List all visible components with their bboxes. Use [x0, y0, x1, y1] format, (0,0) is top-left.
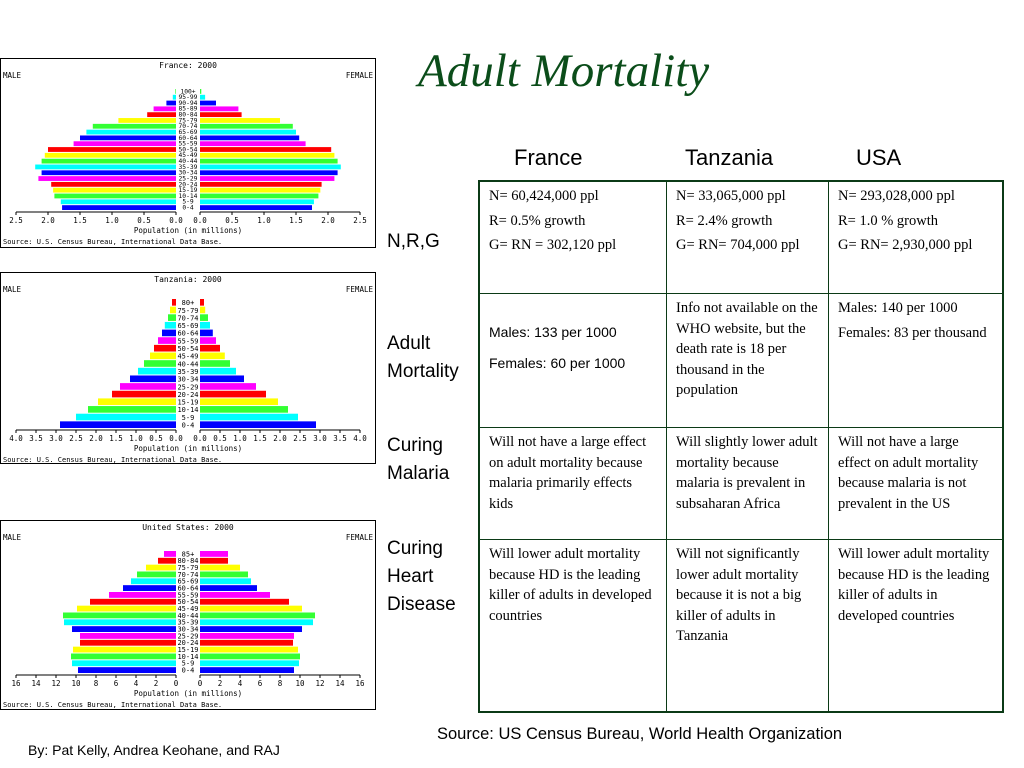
male-bar: [146, 565, 176, 571]
female-bar: [200, 314, 208, 321]
male-bar: [175, 89, 176, 94]
age-label: 95-99: [178, 94, 198, 102]
male-bar: [164, 551, 176, 557]
cell-line: Males: 140 per 1000: [838, 300, 958, 316]
female-bar: [200, 592, 270, 598]
age-label: 15-19: [177, 398, 199, 407]
female-bar: [200, 101, 216, 106]
tick-label: 10: [71, 679, 81, 688]
male-bar: [63, 613, 176, 619]
male-bar: [154, 106, 176, 111]
age-label: 15-19: [178, 187, 198, 195]
age-label: 15-19: [177, 646, 199, 654]
female-bar: [200, 182, 322, 187]
male-bar: [137, 572, 176, 578]
male-bar: [78, 667, 176, 673]
male-bar: [158, 337, 176, 344]
age-label: 90-94: [178, 99, 198, 107]
female-bar: [200, 667, 294, 673]
female-bar: [200, 159, 338, 164]
cell-line: R= 0.5% growth: [489, 212, 586, 229]
tick-label: 1.0: [233, 434, 247, 443]
male-bar: [42, 159, 176, 164]
tick-label: 6: [257, 679, 263, 688]
male-bar: [98, 398, 176, 405]
france-pyramid-chart: [0, 58, 376, 248]
comparison-table: [478, 180, 1004, 713]
male-bar: [173, 95, 176, 100]
male-bar: [71, 654, 176, 660]
female-bar: [200, 118, 280, 123]
male-bar: [93, 124, 176, 129]
age-label: 35-39: [178, 163, 198, 171]
female-bar: [200, 176, 334, 181]
male-bar: [53, 188, 176, 193]
column-header-usa: USA: [856, 145, 902, 170]
cell-mortality-usa: [829, 294, 1002, 427]
tick-label: 0.0: [169, 216, 183, 225]
tanzania-pyramid-chart: [0, 272, 376, 464]
male-bar: [147, 112, 176, 117]
age-label: 10-14: [177, 652, 199, 661]
age-label: 75-79: [177, 564, 199, 572]
tick-label: 3.5: [29, 434, 43, 443]
chart-source: Source: U.S. Census Bureau, International Data Base.: [3, 701, 223, 709]
age-label: 5-9: [182, 198, 194, 206]
age-label: 30-34: [177, 375, 199, 384]
cell-line: Females: 83 per thousand: [838, 324, 987, 341]
tick-label: 4.0: [9, 434, 23, 443]
female-bar: [200, 194, 318, 199]
age-label: 5-9: [181, 413, 195, 422]
female-bar: [200, 578, 251, 584]
pyramid-svg: [1, 521, 375, 709]
column-header-tanzania: Tanzania: [685, 145, 774, 170]
male-label: MALE: [3, 285, 22, 294]
age-label: 35-39: [177, 367, 199, 376]
age-label: 70-74: [177, 570, 199, 579]
female-bar: [200, 558, 228, 564]
male-bar: [170, 307, 176, 314]
slide-title: Adult Mortality: [418, 45, 710, 97]
male-bar: [42, 170, 176, 175]
female-bar: [200, 585, 257, 591]
age-label: 50-54: [177, 598, 199, 607]
male-bar: [72, 626, 176, 632]
female-bar: [200, 124, 293, 129]
chart-source: Source: U.S. Census Bureau, International Data Base.: [3, 456, 223, 463]
tick-label: 2: [153, 679, 159, 688]
cell-line: N= 60,424,000 ppl: [489, 188, 599, 204]
age-label: 65-69: [178, 128, 198, 136]
male-bar: [62, 205, 176, 210]
x-axis-label: Population (in millions): [133, 689, 243, 698]
tick-label: 0.5: [137, 216, 151, 225]
male-bar: [109, 592, 176, 598]
age-label: 0-4: [182, 204, 194, 212]
cell-line: G= RN= 2,930,000 ppl: [838, 237, 973, 253]
female-bar: [200, 599, 289, 605]
male-bar: [38, 176, 176, 181]
tick-label: 2.5: [293, 434, 307, 443]
female-bar: [200, 660, 299, 666]
age-label: 55-59: [177, 591, 199, 600]
female-bar: [200, 383, 256, 390]
age-label: 75-79: [177, 306, 199, 315]
cell-line: Will not have a large effect on adult mortality because malaria is not prevalent in the US: [838, 434, 979, 512]
tick-label: 3.5: [333, 434, 347, 443]
male-bar: [168, 314, 176, 321]
male-bar: [60, 421, 176, 428]
tick-label: 2.5: [69, 434, 83, 443]
female-bar: [200, 640, 293, 646]
female-bar: [200, 375, 244, 382]
cell-malaria-tanzania: [667, 428, 828, 539]
male-bar: [120, 383, 176, 390]
female-bar: [200, 654, 300, 660]
male-bar: [162, 330, 176, 337]
tick-label: 8: [93, 679, 99, 688]
female-bar: [200, 106, 238, 111]
age-label: 45-49: [177, 352, 199, 361]
age-label: 0-4: [181, 666, 195, 675]
tick-label: 0.5: [225, 216, 239, 225]
age-label: 85+: [181, 550, 195, 559]
age-label: 65-69: [177, 577, 199, 586]
tick-label: 0: [197, 679, 203, 688]
cell-line: G= RN = 302,120 ppl: [489, 237, 617, 253]
tick-label: 1.0: [129, 434, 143, 443]
female-bar: [200, 406, 288, 413]
age-label: 0-4: [181, 421, 195, 430]
male-bar: [80, 633, 176, 639]
cell-line: Will slightly lower adult mortality because malaria is prevalent in subsaharan Africa: [676, 434, 818, 512]
male-label: MALE: [3, 71, 22, 80]
male-bar: [150, 353, 176, 360]
tick-label: 14: [335, 679, 345, 688]
age-label: 25-29: [177, 632, 199, 641]
age-label: 50-54: [177, 345, 199, 354]
tick-label: 1.0: [105, 216, 119, 225]
age-label: 30-34: [178, 169, 198, 177]
age-label: 10-14: [178, 192, 198, 200]
female-bar: [200, 626, 302, 632]
female-bar: [200, 337, 216, 344]
female-bar: [200, 141, 306, 146]
female-bar: [200, 398, 278, 405]
cell-line: Males: 133 per 1000: [489, 324, 617, 340]
age-label: 40-44: [177, 360, 199, 369]
male-bar: [35, 165, 176, 170]
female-bar: [200, 112, 242, 117]
age-label: 5-9: [181, 659, 195, 668]
usa-pyramid-chart: [0, 520, 376, 710]
age-label: 25-29: [178, 175, 198, 183]
cell-mortality-france: [480, 294, 666, 427]
x-axis-label: Population (in millions): [133, 226, 243, 235]
tick-label: 0: [173, 679, 179, 688]
male-bar: [61, 199, 176, 204]
male-bar: [74, 141, 176, 146]
male-bar: [80, 135, 176, 140]
cell-line: Will lower adult mortality because HD is the leading killer of adults in developed countries: [489, 546, 652, 624]
row-label-adult-mortality: Adult Mortality: [387, 333, 459, 382]
age-label: 30-34: [177, 625, 199, 634]
cell-heart-usa: [829, 540, 1002, 711]
male-bar: [54, 194, 176, 199]
tick-label: 4: [133, 679, 139, 688]
source-note: Source: US Census Bureau, World Health Organization: [437, 725, 843, 743]
female-bar: [200, 619, 313, 625]
tick-label: 1.5: [109, 434, 123, 443]
female-bar: [200, 572, 248, 578]
male-bar: [80, 640, 176, 646]
cell-line: N= 33,065,000 ppl: [676, 188, 786, 204]
age-label: 20-24: [177, 639, 199, 648]
female-bar: [200, 414, 298, 421]
tick-label: 10: [295, 679, 305, 688]
tick-label: 6: [113, 679, 119, 688]
age-label: 60-64: [177, 329, 199, 338]
tick-label: 12: [315, 679, 325, 688]
female-bar: [200, 165, 341, 170]
male-bar: [144, 360, 176, 367]
cell-nrg-tanzania: [667, 182, 828, 293]
male-bar: [64, 619, 176, 625]
cell-mortality-tanzania: [667, 294, 828, 427]
tick-label: 14: [31, 679, 41, 688]
row-label-nrg: N,R,G: [387, 231, 440, 252]
female-bar: [200, 613, 315, 619]
male-bar: [123, 585, 176, 591]
male-bar: [130, 375, 176, 382]
male-label: MALE: [3, 533, 22, 542]
female-bar: [200, 606, 302, 612]
age-label: 70-74: [178, 123, 198, 131]
tick-label: 0.0: [193, 434, 207, 443]
row-label-curing-malaria: Curing Malaria: [387, 435, 450, 484]
cell-line: Will not significantly lower adult mortality because it is not a big killer of adults in Tanzania: [676, 546, 802, 644]
age-label: 60-64: [177, 584, 199, 593]
pyramid-svg: [1, 59, 375, 247]
tick-label: 2.5: [353, 216, 367, 225]
female-bar: [200, 147, 331, 152]
age-label: 10-14: [177, 406, 199, 415]
female-bar: [200, 205, 312, 210]
female-bar: [200, 170, 338, 175]
female-bar: [200, 188, 320, 193]
chart-title: United States: 2000: [142, 523, 234, 532]
age-label: 60-64: [178, 134, 198, 142]
tick-label: 2.0: [89, 434, 103, 443]
female-bar: [200, 89, 201, 94]
male-bar: [73, 647, 176, 653]
cell-line: Will not have a large effect on adult mortality because malaria primarily effects kids: [489, 434, 647, 512]
female-label: FEMALE: [345, 71, 373, 80]
tick-label: 2.0: [41, 216, 55, 225]
cell-line: Females: 60 per 1000: [489, 355, 626, 371]
byline: By: Pat Kelly, Andrea Keohane, and RAJ: [28, 742, 280, 758]
male-bar: [77, 606, 176, 612]
male-bar: [112, 391, 176, 398]
tick-label: 0.5: [213, 434, 227, 443]
cell-line: Will lower adult mortality because HD is the leading killer of adults in developed countries: [838, 546, 990, 624]
tick-label: 1.0: [257, 216, 271, 225]
pyramid-svg: [1, 273, 375, 463]
age-label: 50-54: [178, 146, 198, 154]
male-bar: [118, 118, 176, 123]
male-bar: [166, 101, 176, 106]
tick-label: 12: [51, 679, 61, 688]
cell-malaria-usa: [829, 428, 1002, 539]
tick-label: 8: [277, 679, 283, 688]
female-bar: [200, 299, 204, 306]
cell-line: Info not available on the WHO website, but the death rate is 18 per thousand in the population: [676, 300, 818, 398]
age-label: 70-74: [177, 314, 199, 323]
female-bar: [200, 95, 205, 100]
female-bar: [200, 330, 213, 337]
male-bar: [172, 299, 176, 306]
male-bar: [138, 368, 176, 375]
male-bar: [86, 130, 176, 135]
female-bar: [200, 421, 316, 428]
male-bar: [165, 322, 176, 329]
tick-label: 3.0: [49, 434, 63, 443]
female-label: FEMALE: [345, 285, 373, 294]
tick-label: 2.0: [273, 434, 287, 443]
row-label-curing-heart-disease: Curing Heart Disease: [387, 538, 456, 615]
chart-title: Tanzania: 2000: [154, 275, 222, 284]
male-bar: [48, 147, 176, 152]
age-label: 40-44: [177, 611, 199, 620]
tick-label: 2: [217, 679, 223, 688]
tick-label: 16: [355, 679, 365, 688]
age-label: 85-89: [178, 105, 198, 113]
cell-line: R= 1.0 % growth: [838, 212, 939, 229]
age-label: 40-44: [178, 158, 198, 166]
tick-label: 0.0: [169, 434, 183, 443]
female-bar: [200, 565, 240, 571]
male-bar: [90, 599, 176, 605]
male-bar: [72, 660, 176, 666]
male-bar: [154, 345, 176, 352]
age-label: 25-29: [177, 383, 199, 392]
age-label: 100+: [180, 88, 196, 96]
cell-malaria-france: [480, 428, 666, 539]
tick-label: 0.0: [193, 216, 207, 225]
cell-heart-tanzania: [667, 540, 828, 711]
female-bar: [200, 153, 334, 158]
male-bar: [45, 153, 176, 158]
tick-label: 2.5: [9, 216, 23, 225]
female-label: FEMALE: [345, 533, 373, 542]
age-label: 80-84: [177, 557, 199, 566]
female-bar: [200, 360, 230, 367]
female-bar: [200, 368, 236, 375]
tick-label: 1.5: [253, 434, 267, 443]
age-label: 55-59: [178, 140, 198, 148]
chart-title: France: 2000: [159, 61, 217, 70]
column-header-france: France: [514, 145, 583, 170]
chart-source: Source: U.S. Census Bureau, International Data Base.: [3, 238, 223, 246]
female-bar: [200, 130, 296, 135]
age-label: 35-39: [177, 618, 199, 627]
age-label: 20-24: [177, 390, 199, 399]
male-bar: [51, 182, 176, 187]
age-label: 45-49: [178, 152, 198, 160]
female-bar: [200, 199, 314, 204]
age-label: 65-69: [177, 322, 199, 331]
female-bar: [200, 647, 298, 653]
female-bar: [200, 391, 266, 398]
tick-label: 1.5: [73, 216, 87, 225]
age-label: 20-24: [178, 181, 198, 189]
male-bar: [158, 558, 176, 564]
tick-label: 4.0: [353, 434, 367, 443]
x-axis-label: Population (in millions): [133, 444, 243, 453]
tick-label: 2.0: [321, 216, 335, 225]
female-bar: [200, 345, 220, 352]
tick-label: 1.5: [289, 216, 303, 225]
tick-label: 16: [11, 679, 21, 688]
age-label: 80+: [181, 299, 195, 308]
female-bar: [200, 135, 299, 140]
cell-heart-france: [480, 540, 666, 711]
age-label: 75-79: [178, 117, 198, 125]
cell-line: N= 293,028,000 ppl: [838, 188, 955, 204]
age-label: 80-84: [178, 111, 198, 119]
cell-line: R= 2.4% growth: [676, 212, 773, 229]
female-bar: [200, 633, 294, 639]
age-label: 45-49: [177, 605, 199, 613]
cell-nrg-usa: [829, 182, 1002, 293]
age-label: 55-59: [177, 337, 199, 346]
female-bar: [200, 551, 228, 557]
cell-nrg-france: [480, 182, 666, 293]
male-bar: [88, 406, 176, 413]
female-bar: [200, 307, 205, 314]
tick-label: 3.0: [313, 434, 327, 443]
female-bar: [200, 353, 225, 360]
female-bar: [200, 322, 210, 329]
tick-label: 4: [237, 679, 243, 688]
male-bar: [76, 414, 176, 421]
male-bar: [131, 578, 176, 584]
tick-label: 0.5: [149, 434, 163, 443]
cell-line: G= RN= 704,000 ppl: [676, 237, 800, 253]
